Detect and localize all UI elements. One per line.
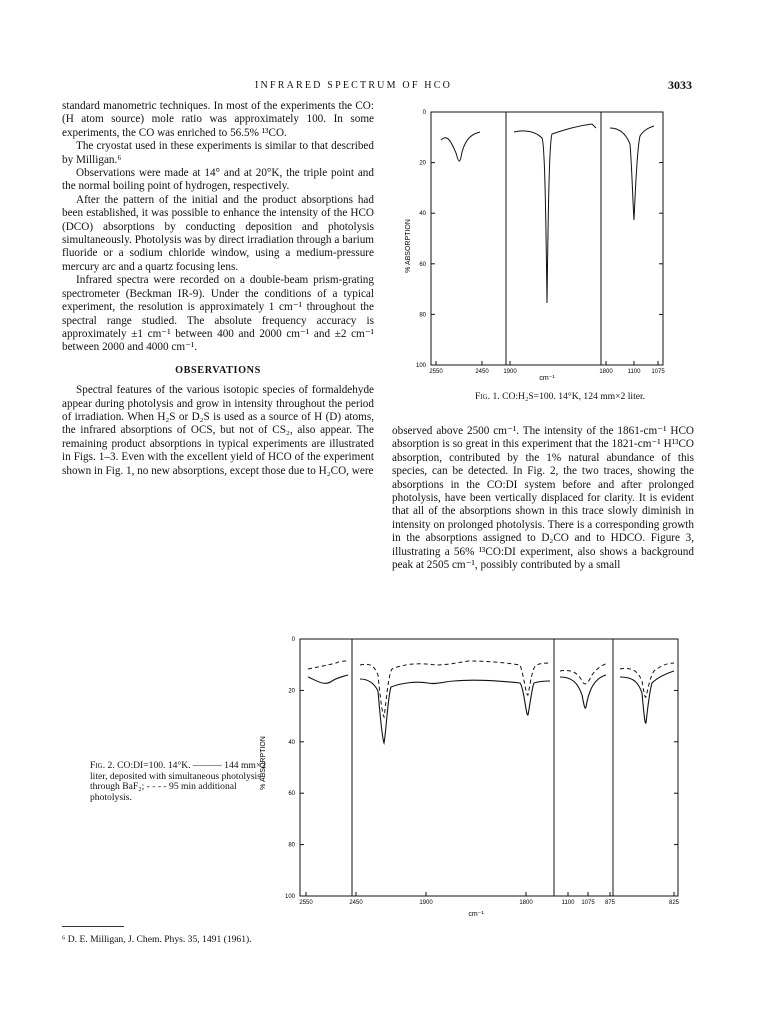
y-tick-label: 20: [288, 688, 295, 695]
figure-2-spectrum: [260, 635, 696, 925]
running-head: INFRARED SPECTRUM OF HCO: [255, 80, 452, 91]
plot-frame: [431, 112, 663, 365]
trace-segment: [514, 124, 596, 303]
y-tick-label: 100: [415, 363, 426, 369]
x-tick-label: 1900: [503, 369, 517, 375]
x-axis-label: cm⁻¹: [468, 911, 484, 918]
x-tick-label: 1800: [599, 369, 613, 375]
x-tick-label: 1075: [651, 369, 665, 375]
trace-after-photolysis: [308, 661, 674, 717]
trace-segment: [560, 663, 608, 684]
y-tick-label: 0: [422, 110, 426, 116]
y-tick-label: 100: [284, 894, 295, 900]
paragraph: Infrared spectra were recorded on a double-beam prism-grating spectrometer (Beckman IR-9). Under the conditions of a typical experiment, the resolution is approximately 1 cm⁻¹ throughout the spectral range studied. The absolute frequency accuracy is approximately ±1 cm⁻¹ between 400 and 2000 cm⁻¹ and ±2 cm⁻¹ between 2000 and 4000 cm⁻¹.: [62, 274, 374, 354]
x-tick-label: 1100: [627, 369, 641, 375]
y-tick-label: 40: [419, 211, 426, 218]
x-tick-label: 875: [604, 900, 616, 906]
caption-label: Fig. 1.: [474, 391, 500, 402]
y-axis-label: % ABSORPTION: [260, 736, 267, 790]
page-number: 3033: [668, 78, 692, 92]
y-axis-label: % ABSORPTION: [405, 219, 412, 273]
figure-1-plot: [396, 108, 696, 382]
x-tick-label: 2550: [299, 900, 313, 906]
figure-2-plot: [260, 635, 696, 925]
x-tick-label: 2450: [475, 369, 489, 375]
x-tick-label: 2550: [429, 369, 443, 375]
y-tick-label: 80: [288, 842, 295, 849]
x-tick-label: 1075: [581, 900, 595, 906]
trace-segment: [560, 675, 606, 708]
y-tick-label: 0: [291, 637, 295, 643]
x-tick-label: 1100: [561, 900, 575, 906]
x-axis-label: cm⁻¹: [539, 375, 555, 382]
x-tick-label: 1800: [519, 900, 533, 906]
trace-segment: [360, 679, 550, 743]
caption-label: Fig. 2.: [90, 760, 115, 771]
footnote-rule: [62, 926, 124, 927]
paragraph: The cryostat used in these experiments is similar to that described by Milligan.⁶: [62, 140, 374, 166]
trace-segment: [360, 661, 550, 717]
x-tick-label: 2450: [349, 900, 363, 906]
y-tick-label: 80: [419, 312, 426, 319]
figure-1-caption: [425, 391, 695, 402]
trace-segment: [308, 675, 348, 683]
y-tick-label: 20: [419, 160, 426, 167]
trace-segment: [620, 663, 674, 697]
y-tick-label: 60: [288, 791, 295, 798]
left-column: [62, 100, 374, 478]
trace-segment: [441, 132, 480, 161]
x-tick-label: 1900: [419, 900, 433, 906]
trace-segment: [610, 126, 654, 220]
figure-2-caption: [90, 761, 270, 803]
trace-segment: [308, 661, 348, 669]
y-tick-label: 40: [288, 739, 295, 746]
caption-text: CO:H₂S=100. 14°K, 124 mm×2 liter.: [502, 391, 646, 402]
paragraph: standard manometric techniques. In most of the experiments the CO: (H atom source) mole ratio was approximately 100. In some experiments, the CO was enriched to 56.5% ¹³CO.: [62, 100, 374, 139]
trace-segment: [620, 671, 674, 723]
paragraph: Spectral features of the various isotopic species of formaldehyde appear during photolysis and grow in intensity throughout the period of irradiation. When H₂S or D₂S is used as a source of H (D) atoms, the infrared absorptions of OCS, but not of CS₂, also appear. The remaining product absorptions in typical experiments are illustrated in Figs. 1–3. Even with the excellent yield of HCO of the experiment shown in Fig. 1, no new absorptions, except those due to H₂CO, were: [62, 384, 374, 477]
section-heading: OBSERVATIONS: [175, 364, 261, 376]
paragraph: After the pattern of the initial and the product absorptions had been established, it was possible to enhance the intensity of the HCO (DCO) absorptions by conducting deposition and photolysis simultaneously. Photolysis was by direct irradiation through a barium fluoride or a sodium chloride window, using a medium-pressure mercury arc and a quartz focusing lens.: [62, 193, 374, 273]
y-tick-label: 60: [419, 261, 426, 268]
right-column: [392, 425, 694, 572]
paragraph: observed above 2500 cm⁻¹. The intensity of the 1861-cm⁻¹ HCO absorption is so great in this experiment that the 1821-cm⁻¹ H¹³CO absorption, contributed by the 1% natural abundance of this species, can be detected. In Fig. 2, the two traces, showing the absorptions in the CO:DI system before and after prolonged photolysis, have been vertically displaced for clarity. It is evident that all of the absorptions shown in this trace slowly diminish in intensity on prolonged photolysis. There is a corresponding growth in the absorptions assigned to D₂CO and to HDCO. Figure 3, illustrating a 56% ¹³CO:DI experiment, also shows a background peak at 2505 cm⁻¹, possibly contributed by a small: [392, 425, 694, 572]
paragraph: Observations were made at 14° and at 20°K, the triple point and the normal boiling point of hydrogen, respectively.: [62, 167, 374, 193]
figure-1-spectrum: [396, 108, 696, 382]
caption-text: CO:DI=100. 14°K. ——— 144 mm×2 liter, deposited with simultaneous photolysis through BaF₂; - - - - 95 min additional photolysis.: [90, 760, 267, 803]
trace-before-photolysis: [308, 671, 674, 743]
x-tick-label: 825: [668, 900, 680, 906]
spectrum-trace: [441, 124, 654, 303]
footnote: ⁶ D. E. Milligan, J. Chem. Phys. 35, 1491 (1961).: [62, 934, 252, 945]
